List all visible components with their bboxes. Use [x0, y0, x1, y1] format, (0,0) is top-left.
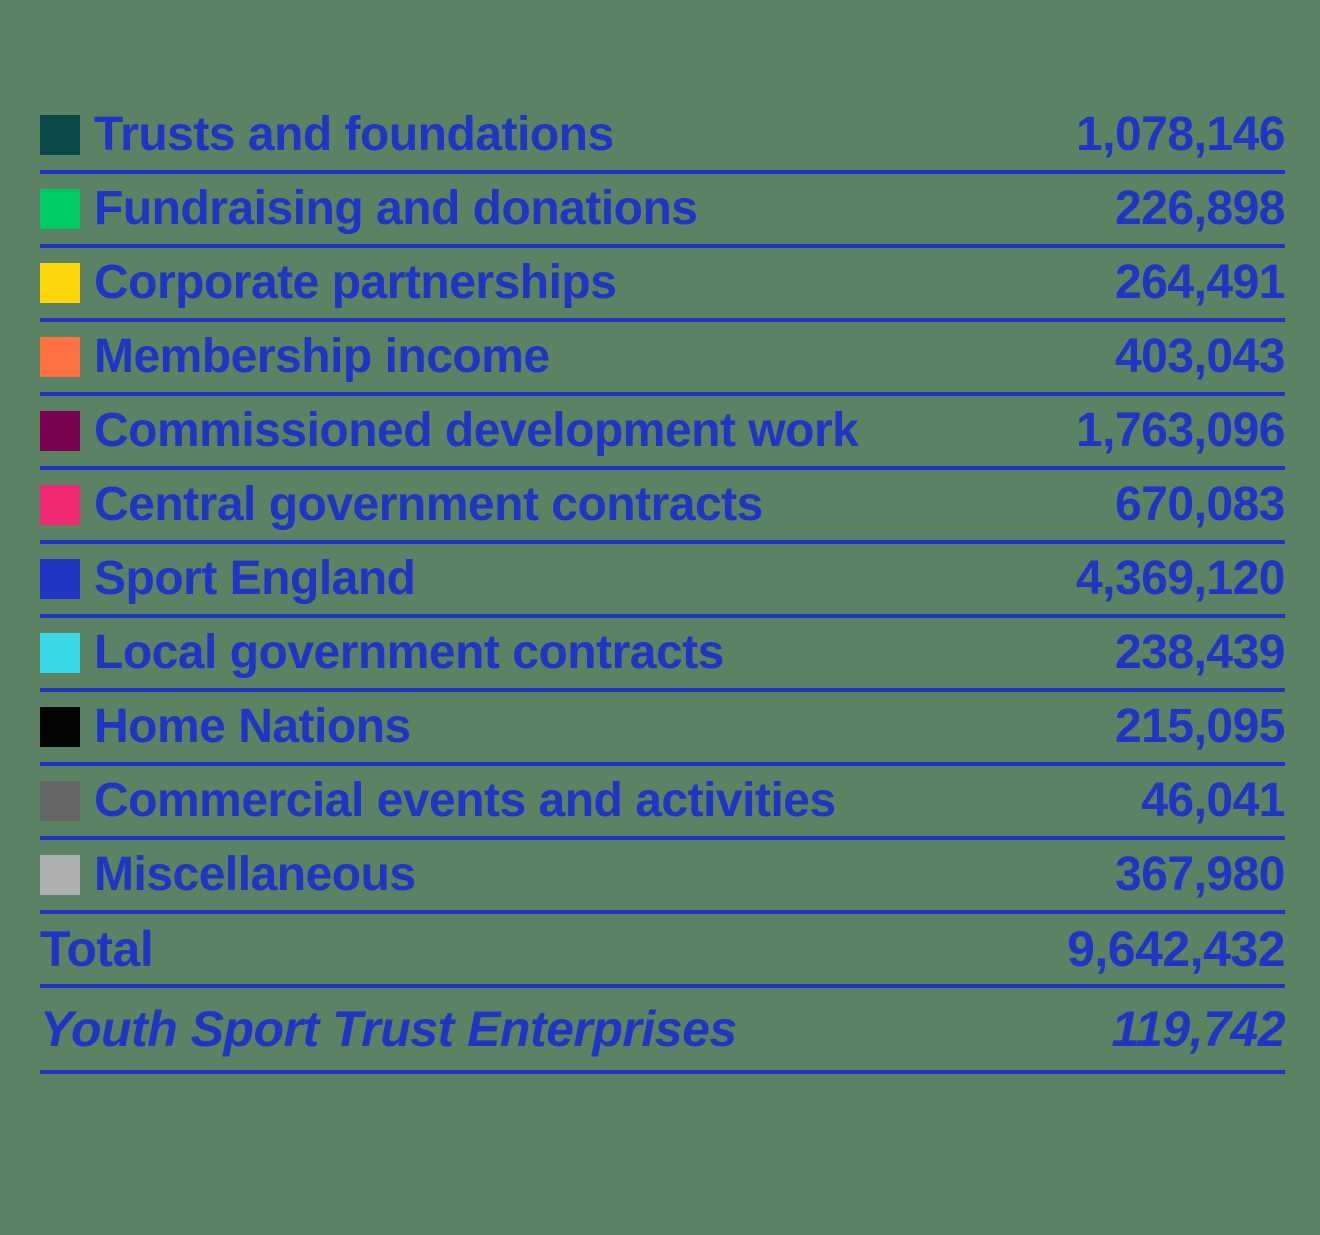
table-row — [40, 544, 1285, 618]
row-label: Home Nations — [94, 700, 411, 753]
enterprises-label: Youth Sport Trust Enterprises — [40, 1001, 737, 1057]
row-label: Commissioned development work — [94, 404, 859, 457]
row-label: Sport England — [94, 552, 416, 605]
table-row — [40, 396, 1285, 470]
row-label: Membership income — [94, 330, 550, 383]
table-row — [40, 100, 1285, 174]
row-value: 215,095 — [1114, 700, 1285, 753]
table-row — [40, 840, 1285, 914]
table-row — [40, 470, 1285, 544]
row-value: 264,491 — [1114, 256, 1285, 309]
row-label: Local government contracts — [94, 626, 724, 679]
legend-swatch-icon — [40, 855, 80, 895]
total-value: 9,642,432 — [1067, 921, 1285, 977]
row-label: Central government contracts — [94, 478, 763, 531]
row-label: Corporate partnerships — [94, 256, 617, 309]
legend-swatch-icon — [40, 559, 80, 599]
row-value: 4,369,120 — [1075, 552, 1285, 605]
table-row — [40, 174, 1285, 248]
row-label: Commercial events and activities — [94, 774, 836, 827]
legend-swatch-icon — [40, 115, 80, 155]
row-label: Fundraising and donations — [94, 182, 698, 235]
row-label: Miscellaneous — [94, 848, 416, 901]
legend-swatch-icon — [40, 263, 80, 303]
table-row — [40, 618, 1285, 692]
row-value: 238,439 — [1114, 626, 1285, 679]
table-row — [40, 766, 1285, 840]
row-value: 1,078,146 — [1075, 108, 1285, 161]
income-breakdown-table — [40, 100, 1285, 1074]
total-label: Total — [40, 921, 154, 977]
legend-swatch-icon — [40, 337, 80, 377]
enterprises-row — [40, 988, 1285, 1074]
total-row — [40, 914, 1285, 988]
table-row — [40, 322, 1285, 396]
legend-swatch-icon — [40, 781, 80, 821]
row-value: 1,763,096 — [1075, 404, 1285, 457]
legend-swatch-icon — [40, 189, 80, 229]
row-value: 403,043 — [1114, 330, 1285, 383]
enterprises-value: 119,742 — [1111, 1001, 1285, 1057]
legend-swatch-icon — [40, 485, 80, 525]
legend-swatch-icon — [40, 707, 80, 747]
row-label: Trusts and foundations — [94, 108, 614, 161]
legend-swatch-icon — [40, 411, 80, 451]
row-value: 367,980 — [1114, 848, 1285, 901]
legend-swatch-icon — [40, 633, 80, 673]
table-row — [40, 248, 1285, 322]
table-row — [40, 692, 1285, 766]
row-value: 46,041 — [1141, 774, 1285, 827]
row-value: 670,083 — [1114, 478, 1285, 531]
row-value: 226,898 — [1114, 182, 1285, 235]
